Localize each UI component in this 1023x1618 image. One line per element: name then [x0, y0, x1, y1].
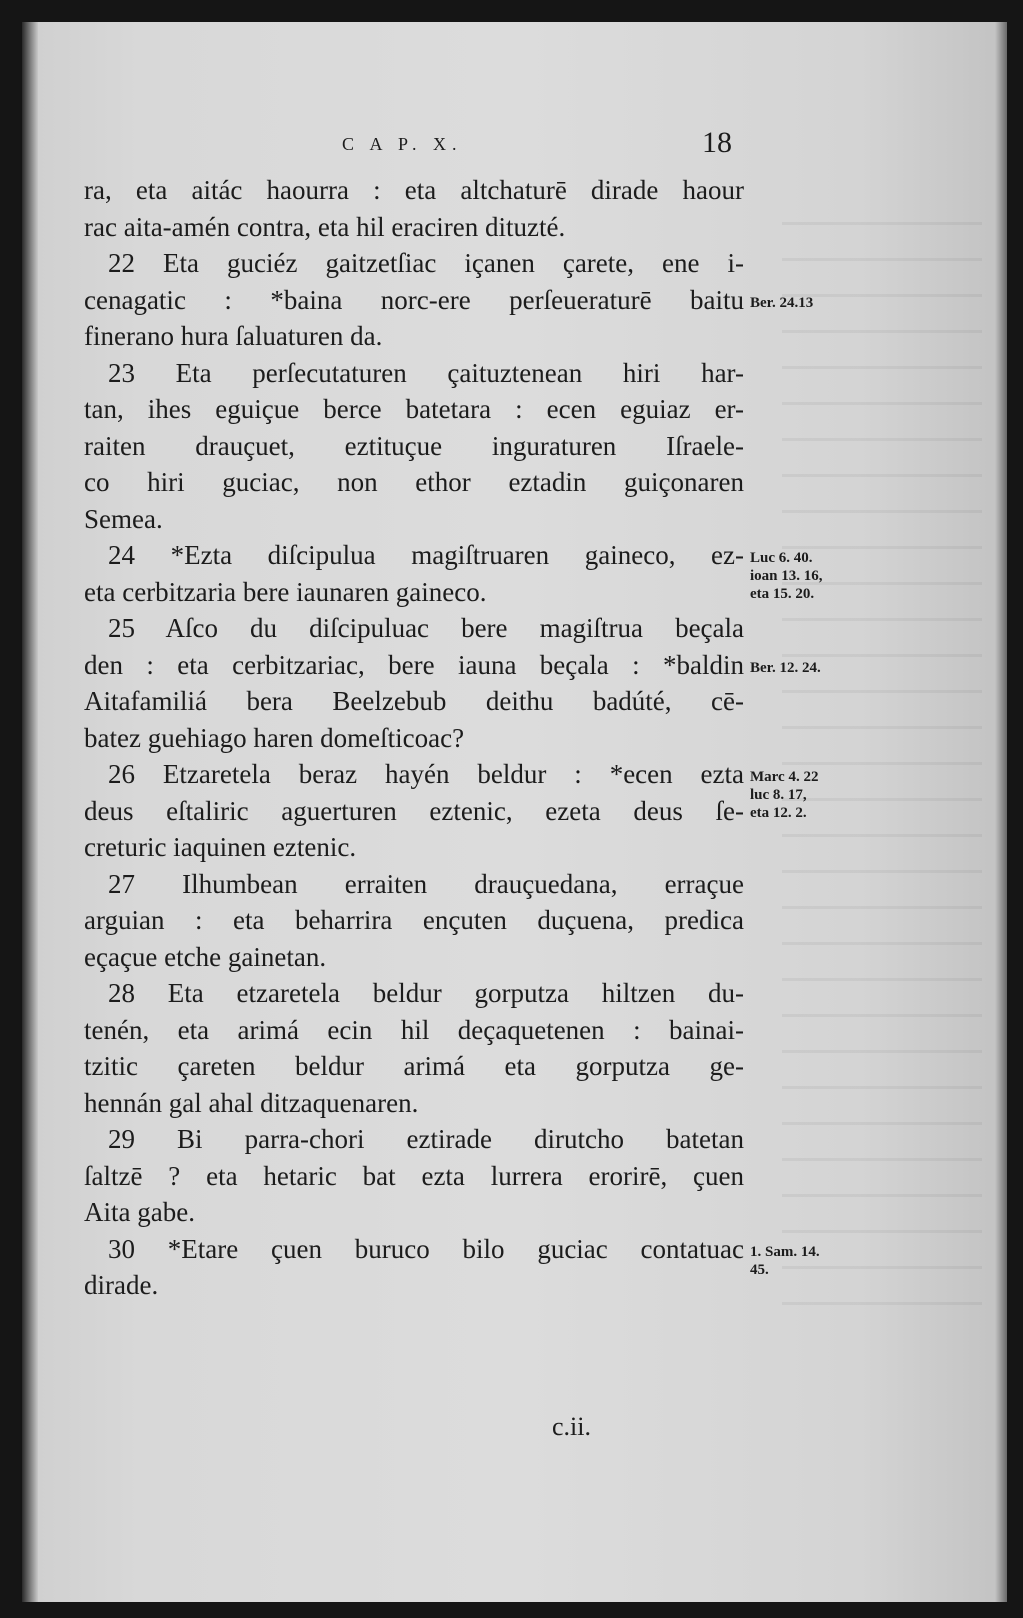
text-line: 22 Eta guciéz gaitzetſiac içanen çarete, ene i-: [108, 248, 744, 278]
text-line: dirade.: [84, 1270, 159, 1300]
text-line: ra, eta aitác haourra : eta altchaturē dirade haour: [84, 175, 744, 205]
text-line: 25 Aſco du diſcipuluac bere magiſtrua beçala: [108, 613, 744, 643]
text-line: den : eta cerbitzariac, bere iauna beçala : *baldin: [84, 649, 744, 680]
margin-reference-line: ioan 13. 16,: [750, 568, 823, 584]
text-line: eta cerbitzaria bere iaunaren gaineco.: [84, 576, 487, 607]
text-line: 28 Eta etzaretela beldur gorputza hiltzen du-: [108, 978, 744, 1008]
text-line: arguian : eta beharrira ençuten duçuena, predica: [84, 905, 744, 935]
text-line: tzitic çareten beldur arimá eta gorputza ge-: [84, 1051, 744, 1081]
text-line: co hiri guciac, non ethor eztadin guiçonaren: [84, 467, 744, 497]
text-line: ſaltzē ? eta hetaric bat ezta lurrera erorirē, çuen: [84, 1160, 744, 1191]
text-line: 26 Etzaretela beraz hayén beldur : *ecen ezta: [108, 759, 744, 789]
text-line: Semea.: [84, 503, 163, 534]
text-line: 23 Eta perſecutaturen çaituztenean hiri har-: [108, 357, 744, 388]
text-line: Aita gabe.: [84, 1197, 195, 1227]
margin-reference-line: eta 12. 2.: [750, 805, 807, 821]
margin-reference: [750, 768, 818, 822]
margin-reference: [750, 294, 813, 312]
text-line: finerano hura ſaluaturen da.: [84, 321, 383, 351]
text-line: eçaçue etche gainetan.: [84, 941, 327, 972]
margin-reference-line: Ber. 12. 24.: [750, 659, 821, 676]
margin-reference-line: 1. Sam. 14.: [750, 1243, 820, 1260]
margin-reference: [750, 1243, 820, 1279]
text-line: deus eſtaliric aguerturen eztenic, ezeta deus ſe-: [84, 795, 744, 826]
main-text-block: [84, 172, 744, 1304]
page-number: 18: [702, 126, 732, 159]
book-spine-shadow: [22, 22, 38, 1602]
text-line: cenagatic : *baina norc-ere perſeueraturē baitu: [84, 284, 744, 315]
running-head: C A P. X.: [342, 134, 463, 154]
text-line: tan, ihes eguiçue berce batetara : ecen eguiaz er-: [84, 394, 744, 424]
margin-reference: [750, 549, 823, 603]
text-line: 24 *Ezta diſcipulua magiſtruaren gaineco, ez-: [108, 540, 744, 570]
text-line: tenén, eta arimá ecin hil deçaquetenen : bainai-: [84, 1014, 744, 1045]
margin-reference-line: luc 8. 17,: [750, 787, 807, 803]
text-line: 29 Bi parra-chori eztirade dirutcho batetan: [108, 1124, 744, 1154]
printer-signature: c.ii.: [552, 1412, 591, 1441]
margin-reference-line: Luc 6. 40.: [750, 550, 813, 566]
page-edge-shadow: [995, 22, 1007, 1602]
book-page: [22, 22, 1007, 1602]
text-line: 30 *Etare çuen buruco bilo guciac contatuac: [108, 1233, 744, 1264]
text-line: rac aita-amén contra, eta hil eraciren dituzté.: [84, 211, 566, 242]
text-line: creturic iaquinen eztenic.: [84, 832, 357, 862]
text-line: 27 Ilhumbean erraiten drauçuedana, erraçue: [108, 868, 744, 899]
margin-reference: [750, 659, 821, 677]
margin-reference-line: Ber. 24.13: [750, 294, 814, 311]
margin-reference-line: eta 15. 20.: [750, 586, 815, 602]
text-line: raiten drauçuet, eztituçue inguraturen Iſraele-: [84, 430, 744, 461]
margin-reference-line: 45.: [750, 1261, 769, 1278]
text-line: batez guehiago haren domeſticoac?: [84, 722, 465, 753]
text-line: Aitafamiliá bera Beelzebub deithu badúté, cē-: [84, 686, 744, 716]
margin-reference-line: Marc 4. 22: [750, 769, 819, 785]
text-line: hennán gal ahal ditzaquenaren.: [84, 1087, 419, 1118]
